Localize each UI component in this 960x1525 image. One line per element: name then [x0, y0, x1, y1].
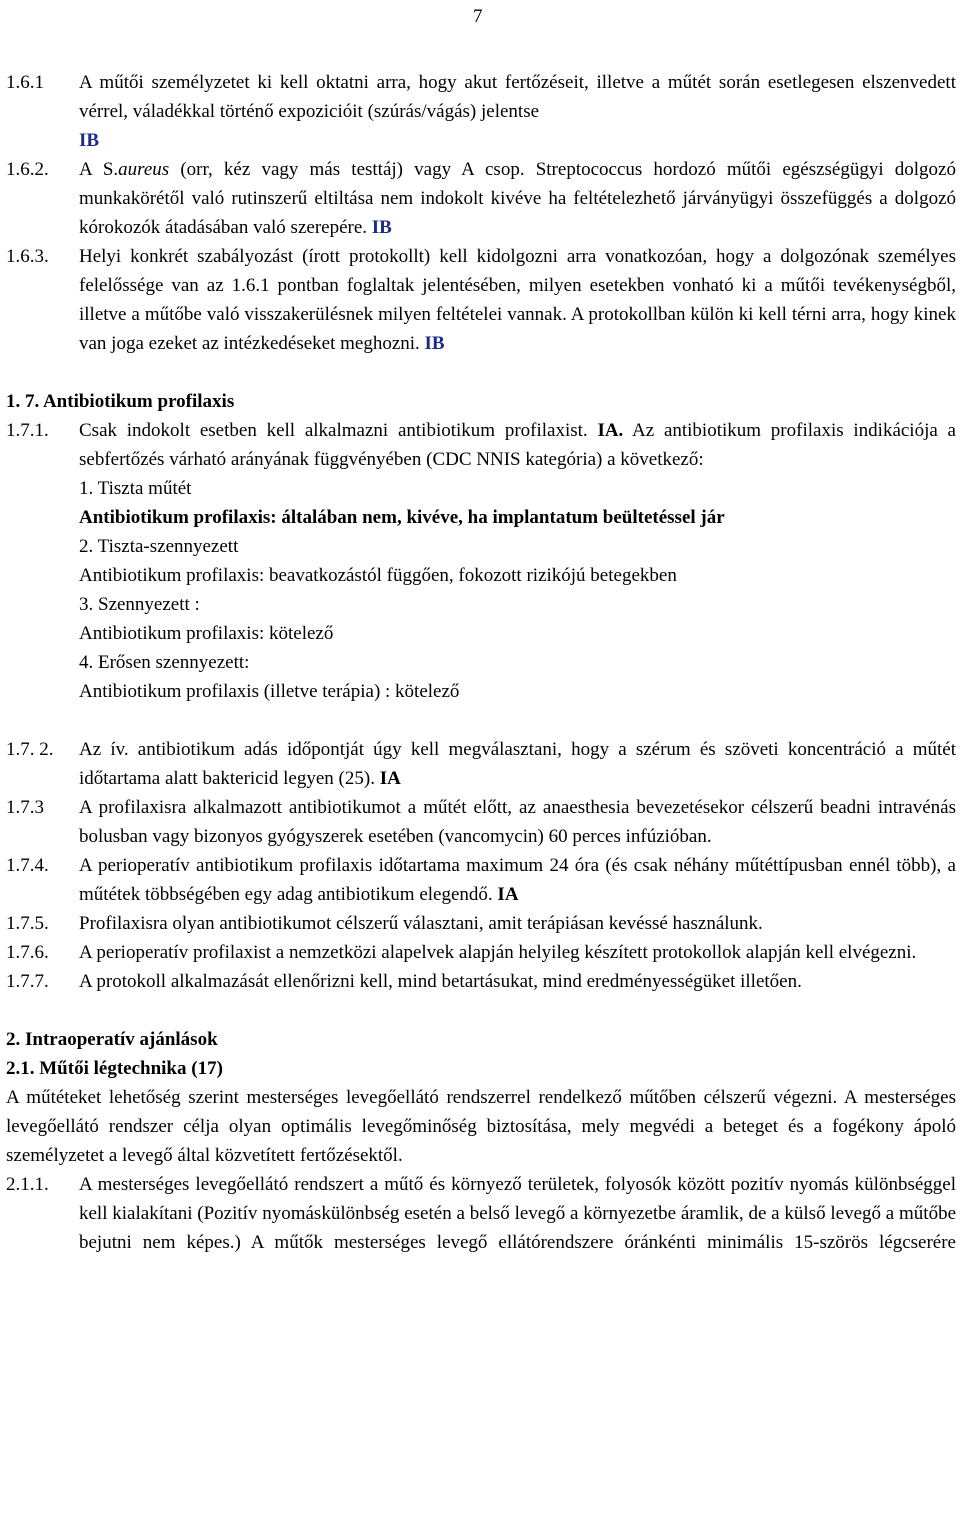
- section-number: 1.7.3: [6, 797, 44, 818]
- evidence-grade: IB: [371, 217, 392, 238]
- section-1-6-1: [6, 68, 956, 155]
- category-list: [6, 474, 956, 706]
- section-1-7-7: [6, 967, 956, 996]
- category-desc: Antibiotikum profilaxis: általában nem, kivéve, ha implantatum beültetéssel jár: [79, 507, 725, 528]
- section-number: 2.1.1.: [6, 1174, 49, 1195]
- section-text-a: A S.: [79, 159, 119, 180]
- section-text-b: Az antibiotikum profilaxis indikációja a sebfertőzés várható arányának függvényében (CDC NNIS kategória) a következő:: [79, 420, 956, 470]
- section-number: 1.7.6.: [6, 942, 49, 963]
- section-text: A perioperatív profilaxist a nemzetközi alapelvek alapján helyileg készített protokollok alapján kell elvégezni.: [79, 942, 917, 963]
- heading-2: 2. Intraoperatív ajánlások: [6, 1029, 218, 1050]
- section-1-7-4: [6, 851, 956, 909]
- section-2-1-1: [6, 1170, 956, 1257]
- evidence-grade: IA: [497, 884, 519, 905]
- document-body: [6, 68, 956, 1257]
- section-text-italic: aureus: [118, 159, 170, 180]
- paragraph-2-1: A műtéteket lehetőség szerint mesterséges levegőellátó rendszerrel rendelkező műtőben célszerű végezni. A mesterséges levegőellátó rendszer célja olyan optimális levegőminőség biztosítása, mely megvédi a beteget és a fogékony ápoló személyzetet a levegő által közvetített fertőzésektől.: [6, 1087, 956, 1166]
- section-1-7-3: [6, 793, 956, 851]
- category-title: 3. Szennyezett :: [79, 594, 200, 615]
- section-text: A protokoll alkalmazását ellenőrizni kell, mind betartásukat, mind eredményességüket illetően.: [79, 971, 802, 992]
- section-text-b: (orr, kéz vagy más testtáj) vagy A csop. Streptococcus hordozó műtői egészségügyi dolgozó munkakörétől való rutinszerű eltiltása nem indokolt kivéve ha feltételezhető járványügyi összefüggés a dolgozó kórokozók átadásában való szerepére.: [79, 159, 956, 238]
- category-desc: Antibiotikum profilaxis: kötelező: [79, 623, 334, 644]
- section-1-7-2: [6, 735, 956, 793]
- section-number: 1.6.2.: [6, 159, 49, 180]
- evidence-grade: IA.: [597, 420, 624, 441]
- section-1-6-2: [6, 155, 956, 242]
- section-number: 1.7.7.: [6, 971, 49, 992]
- section-text: A műtői személyzetet ki kell oktatni arra, hogy akut fertőzéseit, illetve a műtét során esetlegesen elszenvedett vérrel, váladékkal történő expozicióit (szúrás/vágás) jelentse: [79, 72, 956, 122]
- section-text: Az ív. antibiotikum adás időpontját úgy kell megválasztani, hogy a szérum és szöveti koncentráció a műtét időtartama alatt baktericid legyen (25).: [79, 739, 956, 789]
- section-number: 1.6.1: [6, 72, 44, 93]
- section-number: 1.7.4.: [6, 855, 49, 876]
- section-text: A mesterséges levegőellátó rendszert a műtő és környező területek, folyosók között pozitív nyomás különbséggel kell kialakítani (Pozitív nyomáskülönbség esetén a belső levegő a környezetbe áramlik, de a külső levegő a műtőbe bejutni nem képes.) A műtők mesterséges levegő ellátórendszere óránkénti minimális 15-szörös légcserére: [79, 1174, 956, 1253]
- section-text: A profilaxisra alkalmazott antibiotikumot a műtét előtt, az anaesthesia bevezetésekor célszerű beadni intravénás bolusban vagy bizonyos gyógyszerek esetében (vancomycin) 60 perces infúzióban.: [79, 797, 956, 847]
- section-number: 1.7.1.: [6, 420, 49, 441]
- section-text: Profilaxisra olyan antibiotikumot célszerű választani, amit terápiásan kevéssé használunk.: [79, 913, 763, 934]
- section-text: Helyi konkrét szabályozást (írott protokollt) kell kidolgozni arra vonatkozóan, hogy a dolgozónak személyes felelőssége van az 1.6.1 pontban foglaltak jelentésében, milyen esetekben vonható ki a műtői tevékenységből, illetve a műtőbe való visszakerülésnek milyen feltételei vannak. A protokollban külön ki kell térni arra, hogy kinek van joga ezeket az intézkedéseket meghozni.: [79, 246, 956, 354]
- category-title: 1. Tiszta műtét: [79, 478, 192, 499]
- category-title: 2. Tiszta-szennyezett: [79, 536, 239, 557]
- evidence-grade: IB: [424, 333, 445, 354]
- section-number: 1.6.3.: [6, 246, 49, 267]
- category-title: 4. Erősen szennyezett:: [79, 652, 250, 673]
- page-number: 7: [473, 6, 483, 27]
- section-number: 1.7. 2.: [6, 739, 54, 760]
- evidence-grade: IA: [379, 768, 401, 789]
- evidence-grade: IB: [79, 130, 100, 151]
- category-desc: Antibiotikum profilaxis: beavatkozástól függően, fokozott rizikójú betegekben: [79, 565, 677, 586]
- category-desc: Antibiotikum profilaxis (illetve terápia) : kötelező: [79, 681, 460, 702]
- heading-1-7: 1. 7. Antibiotikum profilaxis: [6, 391, 235, 412]
- section-1-7-1: [6, 416, 956, 474]
- section-number: 1.7.5.: [6, 913, 49, 934]
- section-1-7-6: [6, 938, 956, 967]
- section-1-7-5: [6, 909, 956, 938]
- heading-2-1: 2.1. Műtői légtechnika (17): [6, 1058, 223, 1079]
- section-text: A perioperatív antibiotikum profilaxis időtartama maximum 24 óra (és csak néhány műtéttípusban ennél több), a műtétek többségében egy adag antibiotikum elegendő.: [79, 855, 956, 905]
- section-text-a: Csak indokolt esetben kell alkalmazni antibiotikum profilaxist.: [79, 420, 588, 441]
- section-1-6-3: [6, 242, 956, 358]
